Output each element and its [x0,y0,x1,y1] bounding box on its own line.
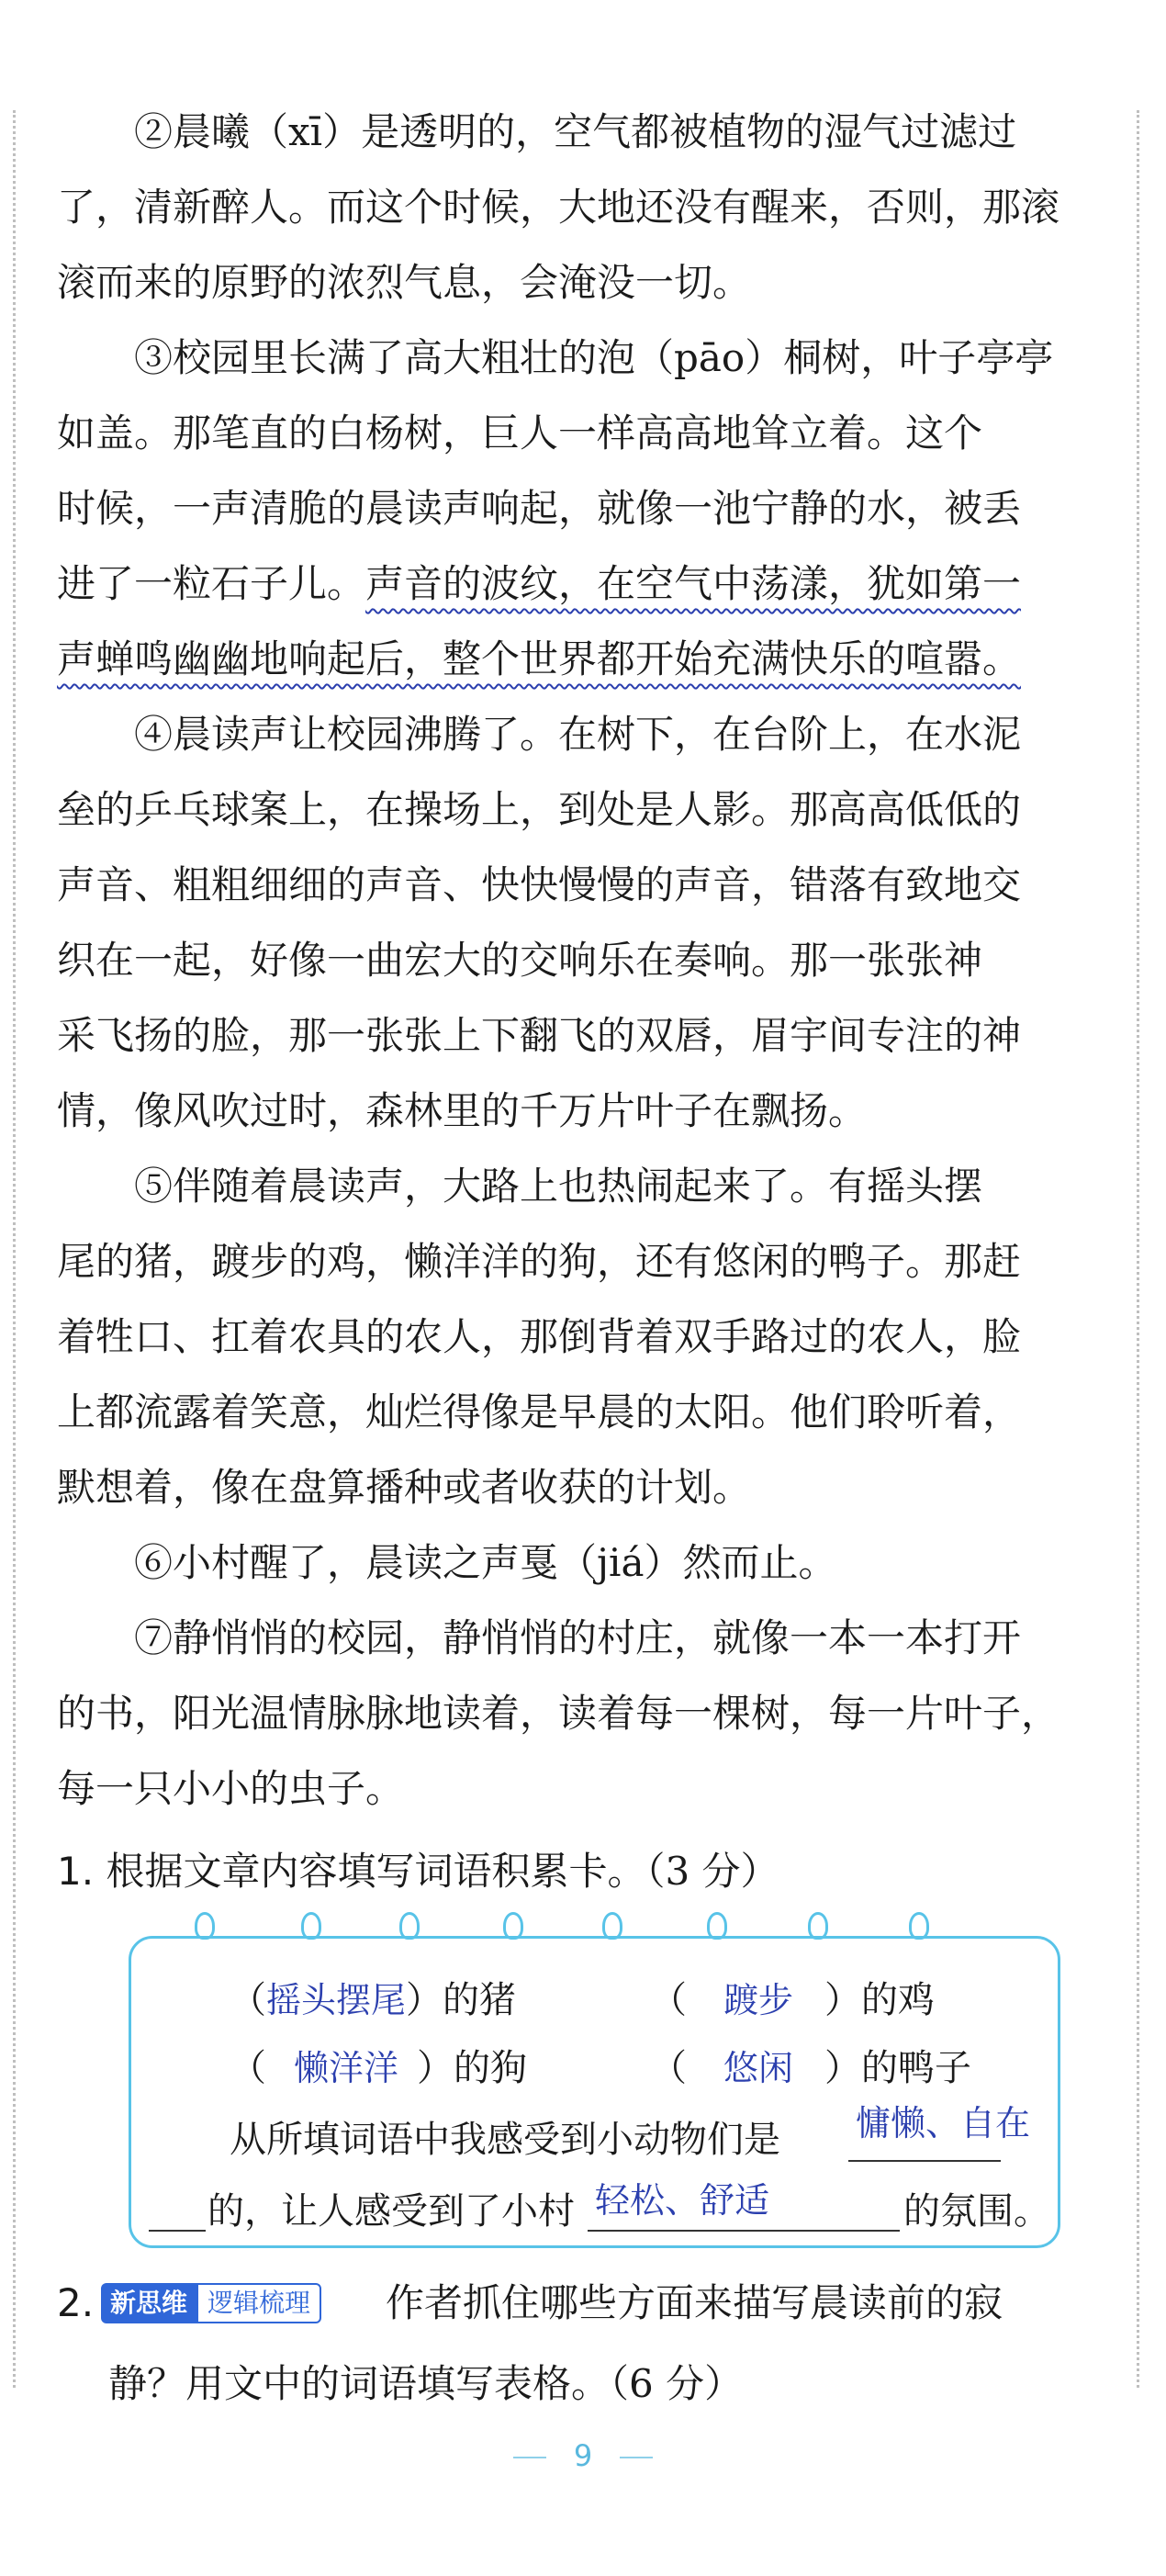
passage-line: 声音、粗粗细细的声音、快快慢慢的声音，错落有致地交 [57,862,1022,907]
question-1 [57,1844,779,1899]
passage-line: 情，像风吹过时，森林里的千万片叶子在飘扬。 [57,1088,868,1133]
answer-text: 轻松、舒适 [595,2180,770,2221]
answer-blank [588,2230,900,2232]
passage-line: ⑦静悄悄的校园，静悄悄的村庄，就像一本一本打开 [134,1615,1022,1660]
answer-text: 懒洋洋 [294,2048,399,2088]
answer-text: 踱步 [723,1980,794,2020]
card-row-1-right: （ 踱步 ）的鸡 [650,1979,936,2021]
passage-line: ②晨曦（xī）是透明的，空气都被植物的湿气过滤过 [134,109,1017,154]
passage-line: 织在一起，好像一曲宏大的交响乐在奏响。那一张张神 [57,938,983,983]
answer-text: 慵懒、自在 [856,2103,1031,2143]
passage-line: 滚而来的原野的浓烈气息，会淹没一切。 [57,260,752,305]
passage-line: 尾的猪，踱步的鸡，懒洋洋的狗，还有悠闲的鸭子。那赶 [57,1239,1022,1284]
card-row-4-end: 的氛围。 [903,2190,1050,2233]
page-number: 9 [573,2438,593,2473]
question-2-text: 作者抓住哪些方面来描写晨读前的寂 [386,2280,1003,2325]
passage-line: 采飞扬的脸，那一张张上下翻飞的双唇，眉宇间专注的神 [57,1013,1022,1058]
question-2-number: 2. [57,2280,95,2325]
answer-text: 悠闲 [723,2048,794,2088]
card-row-2-right: （ 悠闲 ）的鸭子 [650,2047,972,2089]
left-margin-line [13,110,16,2388]
underlined-sentence: 声音的波纹，在空气中荡漾，犹如第一 [365,561,1022,606]
passage-line: 进了一粒石子儿。声音的波纹，在空气中荡漾，犹如第一 [57,561,1022,606]
passage-line [57,622,1094,697]
passage-line: 每一只小小的虫子。 [57,1766,405,1811]
page-footer [0,2438,1166,2473]
passage-line: 如盖。那笔直的白杨树，巨人一样高高地耸立着。这个 [57,411,983,456]
question-2-text-2: 静？用文中的词语填写表格。（6 分） [108,2361,744,2406]
passage-line: 着牲口、扛着农具的农人，那倒背着双手路过的农人，脸 [57,1314,1022,1359]
card-row-2-left: （ 懒洋洋 ）的狗 [230,2047,528,2089]
card-row-4: 的，让人感受到了小村 [207,2190,575,2233]
new-thinking-badge: 新思维 逻辑梳理 [101,2283,321,2323]
passage-line: 时候，一声清脆的晨读声响起，就像一池宁静的水，被丢 [57,486,1022,531]
answer-blank [848,2160,1001,2162]
passage-line: 了，清新醉人。而这个时候，大地还没有醒来，否则，那滚 [57,185,1060,230]
passage-line: ⑥小村醒了，晨读之声戛（jiá）然而止。 [134,1540,837,1585]
question-number: 1. [57,1849,95,1894]
right-margin-line [1137,110,1139,2388]
underlined-sentence: 声蝉鸣幽幽地响起后，整个世界都开始充满快乐的喧嚣。 [57,636,1022,681]
card-row-3: 从所填词语中我感受到小动物们是 [230,2119,780,2161]
question-text: 根据文章内容填写词语积累卡。（3 分） [106,1849,779,1894]
answer-text: 摇头摆尾 [266,1980,407,2020]
passage [57,95,1094,1827]
passage-line: ③校园里长满了高大粗壮的泡（pāo）桐树，叶子亭亭 [134,335,1054,380]
answer-blank [149,2230,206,2232]
passage-line: 的书，阳光温情脉脉地读着，读着每一棵树，每一片叶子， [57,1691,1060,1736]
passage-line: ④晨读声让校园沸腾了。在树下，在台阶上，在水泥 [134,712,1022,757]
passage-line: 默想着，像在盘算播种或者收获的计划。 [57,1465,752,1510]
card-row-1-left: （摇头摆尾）的猪 [230,1979,517,2021]
passage-line: 上都流露着笑意，灿烂得像是早晨的太阳。他们聆听着， [57,1389,1022,1434]
passage-line: 垒的乒乓球案上，在操场上，到处是人影。那高高低低的 [57,787,1022,832]
passage-line: ⑤伴随着晨读声，大路上也热闹起来了。有摇头摆 [134,1164,983,1209]
